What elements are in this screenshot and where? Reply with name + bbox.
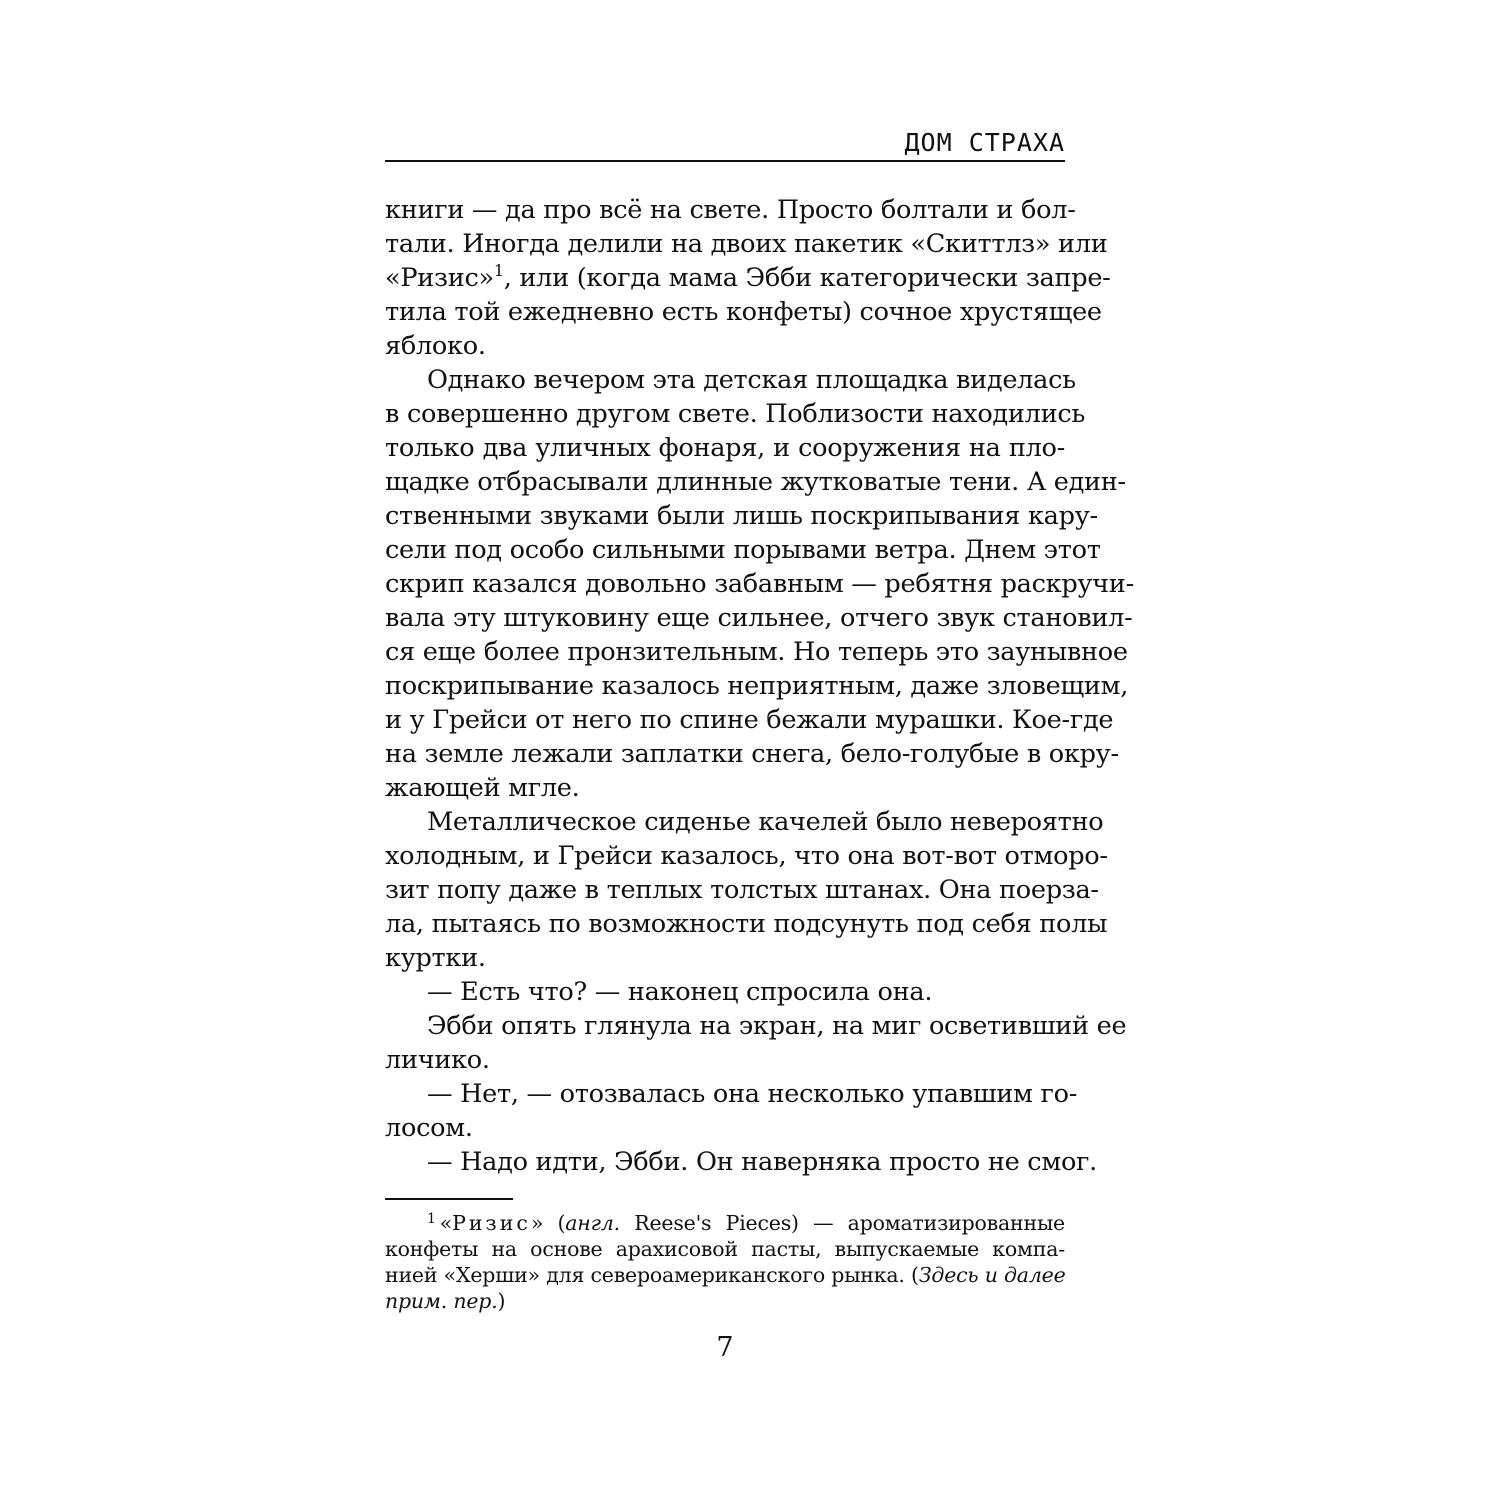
header-rule <box>385 160 1065 162</box>
text-line: зит попу даже в теплых толстых штанах. Она поерза- <box>385 875 1099 905</box>
text-line: щадке отбрасывали длинные жутковатые тени. А един- <box>385 467 1126 497</box>
dialogue-line: — Надо идти, Эбби. Он наверняка просто не смог. <box>427 1147 1097 1177</box>
text-line: поскрипывание казалось неприятным, даже зловещим, <box>385 671 1129 701</box>
footnote-line: $^1$ «Ризис» (англ. Reese's Pieces) — ароматизированные <box>427 1211 1065 1235</box>
footnote-reference[interactable]: 1 <box>493 261 504 280</box>
text-line: жающей мгле. <box>385 773 580 803</box>
language-abbr: англ. <box>565 1211 620 1235</box>
book-page <box>385 0 1134 1500</box>
footnote <box>385 1210 1065 1314</box>
footnote-number: 1 <box>427 1211 436 1227</box>
dialogue-line: — Нет, — отозвалась она несколько упавшим го- <box>427 1079 1078 1109</box>
text-line: ственными звуками были лишь поскрипывания кару- <box>385 501 1098 531</box>
text-line: вала эту штуковину еще сильнее, отчего звук становил- <box>385 603 1133 633</box>
text-line: Металлическое сиденье качелей было невероятно <box>427 807 1104 837</box>
text-line: Однако вечером эта детская площадка виделась <box>427 365 1076 395</box>
text-line: лосом. <box>385 1113 473 1143</box>
text-line: только два уличных фонаря, и сооружения на пло- <box>385 433 1065 463</box>
text-line: на земле лежали заплатки снега, бело-голубые в окру- <box>385 739 1119 769</box>
page-number: 7 <box>716 1332 734 1363</box>
running-title: ДОМ СТРАХА <box>904 128 1065 157</box>
original-name: Reese's Pieces <box>619 1211 792 1235</box>
text-line: куртки. <box>385 943 486 973</box>
footnote-line: конфеты на основе арахисовой пасты, выпускаемые компа- <box>385 1237 1065 1261</box>
text-line: и у Грейси от него по спине бежали мурашки. Кое-где <box>385 705 1114 735</box>
text-line: в совершенно другом свете. Поблизости находились <box>385 399 1086 429</box>
text-fragment: «Ризис» <box>385 263 494 293</box>
text-line: тила той ежедневно есть конфеты) сочное хрустящее <box>385 297 1102 327</box>
text-line: личико. <box>385 1045 490 1075</box>
text-line: тали. Иногда делили на двоих пакетик «Скиттлз» или <box>385 229 1108 259</box>
footnote-line: нией «Херши» для североамериканского рынка. (Здесь и далее <box>385 1263 1066 1287</box>
footnote-rule <box>385 1198 513 1200</box>
text-line <box>385 261 1111 295</box>
text-line: яблоко. <box>385 331 486 361</box>
footnote-term: Ризис <box>452 1211 531 1235</box>
main-text <box>385 193 1134 1179</box>
text-fragment: , или (когда мама Эбби категорически запре- <box>503 263 1111 293</box>
text-line: холодным, и Грейси казалось, что она вот-вот отморо- <box>385 841 1108 871</box>
text-line: Эбби опять глянула на экран, на миг осветивший ее <box>427 1011 1127 1041</box>
text-line: скрип казался довольно забавным — ребятня раскручи- <box>385 569 1134 599</box>
text-line: ся еще более пронзительным. Но теперь это заунывное <box>385 637 1128 667</box>
text-line: книги — да про всё на свете. Просто болтали и бол- <box>385 195 1076 225</box>
dialogue-line: — Есть что? — наконец спросила она. <box>427 977 933 1007</box>
text-line: сели под особо сильными порывами ветра. Днем этот <box>385 535 1101 565</box>
text-line: ла, пытаясь по возможности подсунуть под себя полы <box>385 909 1108 939</box>
footnote-line: прим. пер.) <box>385 1289 506 1313</box>
